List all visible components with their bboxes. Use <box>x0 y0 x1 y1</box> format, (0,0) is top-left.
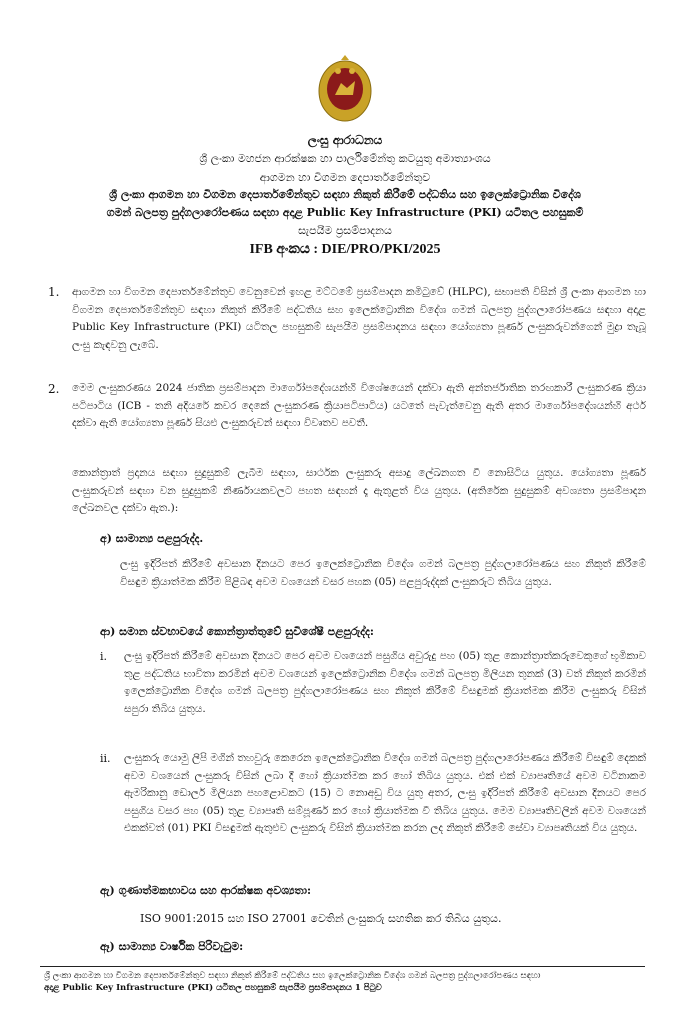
list-item-number: i. <box>100 650 108 663</box>
iso-requirement-text: ISO 9001:2015 සහ ISO 27001 වෙතින් ලංසුකරු සහතික කර තිබිය යුතුය. <box>140 912 502 925</box>
subject-line-2: ගමන් බලපත්‍ර පුද්ගලාරෝපණය සඳහා අදාළ Public Key Infrastructure (PKI) යටිතල පහසුකම් <box>106 206 584 219</box>
specific-experience-item-2: ලංසුකරු යොමු ලිපි මගින් තහවුරු කෙරෙන ඉලෙක්ට්‍රොනික විදේශ ගමන් බලපත්‍ර පුද්ගලාරෝපණය කිරීමේ විසඳුම් දෙකක් අවම වශයෙන් ලංසුකරු විසින් ලබා දී හෝ ක්‍රියාත්මක කර හෝ තිබිය යුතුය. එක් එක් ව්‍යාපෘතියේ අවම වටිනාකම ඇමරිකානු ඩොලර් මිලියන පහළොවකට (15) ට නොඅඩු විය යුතු අතර, ලංසු ඉදිරිපත් කිරීමේ අවසාන දිනයට පෙර පසුගිය වසර පහ (05) තුළ ව්‍යාපෘති සම්පූර්ණ කර හෝ ක්‍රියාත්මක වී තිබිය යුතුය. මෙම ව්‍යාපෘතිවලින් අවම වශයෙන් එකක්වත් (01) PKI විසඳුමක් ඇතුළුව ලංසුකරු විසින් ක්‍රියාත්මක කරන ලද නිකුත් කිරීමේ සේවා ව්‍යාපෘතියක් විය යුතුය. <box>124 752 646 835</box>
section-heading-specific-experience: ආ) සමාන ස්වභාවයේ කොන්ත්‍රාත්තුවේ සුවිශේෂී පළපුරුද්ද: <box>100 625 374 638</box>
notice-title: ලංසු ආරාධනය <box>307 133 383 147</box>
paragraph-3-text: කොන්ත්‍රාත් ප්‍රදානය සඳහා සුදුසුකම් ලැබීම සඳහා, සාර්ථක ලංසුකරු අසාදු ලේඛනගත වී නොසිටිය යුතුය. යෝග්‍යතා පූර්ණ ලංසුකරුවන් සඳහා වන සුදුසුකම් නිර්ණායකවලට පහත සඳහන් දෑ ඇතුළත් විය යුතුය. (අතිරේක සුදුසුකම් අවශ්‍යතා ප්‍රසම්පාදන ලේඛනවල දක්වා ඇත.): <box>72 467 646 515</box>
footer-line-1: ශ්‍රී ලංකා ආගමන හා විගමන දෙපාර්තමේන්තුව සඳහා නිකුත් කිරීමේ පද්ධතිය සහ ඉලෙක්ට්‍රොනික විදේශ ගමන් බලපත්‍ර පුද්ගලාරෝපණය සඳහා <box>44 971 541 981</box>
section-heading-quality-security: ඇ) ගුණාත්මකභාවය සහ ආරක්ෂක අවශ්‍යතා: <box>100 884 312 897</box>
list-item-number: ii. <box>100 752 111 765</box>
footer-line-2: අදාළ Public Key Infrastructure (PKI) යටිතල පහසුකම් සැපයීම ප්‍රසම්පාදනය 1 පිටුව <box>44 983 382 993</box>
ifb-number: IFB අංකය : DIE/PRO/PKI/2025 <box>249 242 441 257</box>
paragraph-2-text: මෙම ලංසුකරණය 2024 ජාතික ප්‍රසම්පාදන මාර්ගෝපදේශයන්හි විශේෂයෙන් දක්වා ඇති අන්තර්ජාතික තරඟකාරී ලංසුකරණ ක්‍රියා පටිපාටිය (ICB - තනි අදියරේ කවර දෙකේ ලංසුකරණ ක්‍රියාපටිපාටිය) යටතේ පැවැත්වෙනු ඇති අතර මාර්ගෝපදේශයන්හි අර්ථ දක්වා ඇති යෝග්‍යතා පූර්ණ සියළු ලංසුකරුවන් සඳහා විවෘතව පවතී. <box>72 382 646 430</box>
specific-experience-item-1: ලංසු ඉදිරිපත් කිරීමේ අවසාන දිනයට පෙර අවම වශයෙන් පසුගිය අවුරුදු පහ (05) තුළ කොන්ත්‍රාත්කරුවෙකුගේ භූමිකාව තුළ පද්ධතිය භාවිතා කරමින් අවම වශයෙන් ඉලෙක්ට්‍රොනික විදේශ ගමන් බලපත්‍ර මිලියන තුනක් (3) වත් නිකුත් කරමින් ඉලෙක්ට්‍රොනික විදේශ ගමන් බලපත්‍ර පුද්ගලාරෝපණය සහ නිකුත් කිරීමේ විසඳුමක් ක්‍රියාත්මක කිරීම ලංසුකරු විසින් සපුරා තිබිය යුතුය. <box>124 650 646 715</box>
paragraph-1 <box>72 284 646 354</box>
general-experience-text: ලංසු ඉදිරිපත් කිරීමේ අවසාන දිනයට පෙර ඉලෙක්ට්‍රොනික විදේශ ගමන් බලපත්‍ර පුද්ගලාරෝපණය සහ නිකුත් කිරීමේ විසඳුම ක්‍රියාත්මක කිරීම පිළිබඳ අවම වශයෙන් වසර පහක (05) පළපුරුද්දක් ලංසුකරුට තිබිය යුතුය. <box>120 558 646 588</box>
paragraph-number: 2. <box>48 382 60 396</box>
page-footer <box>44 970 654 994</box>
department-name: ආගමන හා විගමන දෙපාර්තමේන්තුව <box>259 171 431 184</box>
subject-line-1: ශ්‍රී ලංකා ආගමන හා විගමන දෙපාර්තමේන්තුව සඳහා නිකුත් කිරීමේ පද්ධතිය සහ ඉලෙක්ට්‍රොනික විදේශ <box>109 188 581 201</box>
subject-line-3: සැපයීම ප්‍රසම්පාදනය <box>298 224 392 237</box>
paragraph-3 <box>72 465 646 518</box>
section-heading-general-experience: අ) සාමාන්‍ය පළපුරුද්ද. <box>100 532 204 545</box>
sri-lanka-emblem-icon <box>311 55 379 125</box>
paragraph-1-text: ආගමන හා විගමන දෙපාර්තමේන්තුව වෙනුවෙන් ඉහළ මට්ටමේ ප්‍රසම්පාදන කමිටුවේ (HLPC), සභාපති විසින් ශ්‍රී ලංකා ආගමන හා විගමන දෙපාර්තමේන්තුව සඳහා නිකුත් කිරීමේ පද්ධතිය සහ ඉලෙක්ට්‍රොනික විදේශ ගමන් බලපත්‍ර පුද්ගලාරෝපණය සඳහා අදාළ Public Key Infrastructure (PKI) යටිතල පහසුකම් සැපයීම ප්‍රසම්පාදනය සඳහා යෝග්‍යතා පූර්ණ ලංසුකරුවන්ගෙන් මුද්‍රා තැබූ ලංසු කැඳවනු ලැබේ. <box>72 286 646 351</box>
footer-divider <box>40 966 645 967</box>
paragraph-2 <box>72 380 646 433</box>
paragraph-number: 1. <box>48 285 60 299</box>
section-heading-annual-turnover: ඈ) සාමාන්‍ය වාර්ෂික පිරිවැටුම: <box>100 940 244 953</box>
ministry-name: ශ්‍රී ලංකා මහජන ආරක්ෂක හා පාර්ලිමේන්තු කටයුතු අමාත්‍යාංශය <box>199 152 491 165</box>
